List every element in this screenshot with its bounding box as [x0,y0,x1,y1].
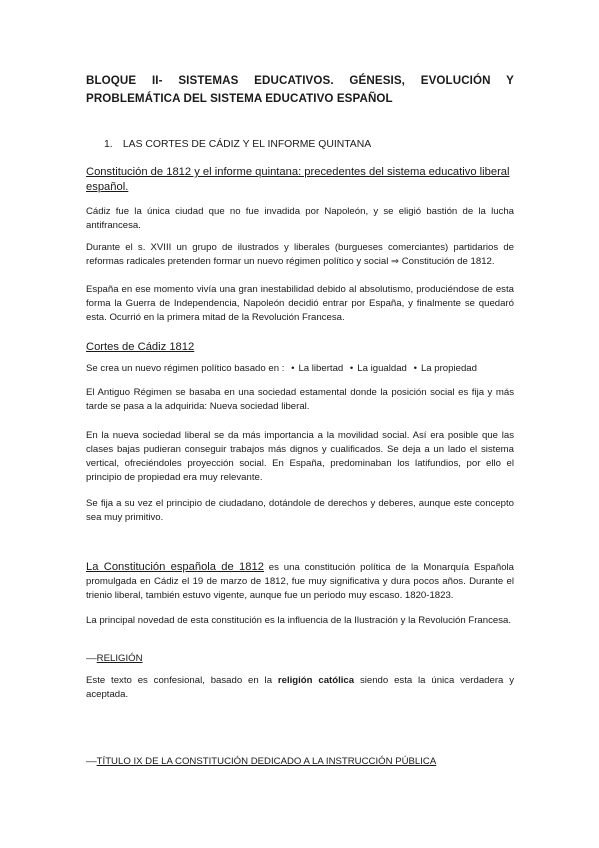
principle-propiedad: La propiedad [420,363,477,374]
heading-religion-line [86,652,514,666]
religion-text-pre: Este texto es confesional, basado en la [86,675,278,686]
heading-titulo-line [86,755,514,769]
paragraph-novedad: La principal novedad de esta constitución es la influencia de la Ilustración y la Revolución Francesa. [86,615,512,626]
paragraph-ciudadano: Se fija a su vez el principio de ciudadano, dotándole de derechos y deberes, aunque este concepto sea muy primitivo. [86,498,514,523]
heading-constitucion: Constitución de 1812 y el informe quintana: precedentes del sistema educativo liberal español. [86,166,510,193]
bullet: • [291,363,295,374]
regimen-intro: Se crea un nuevo régimen político basado en : [86,363,285,374]
bullet: • [413,363,417,374]
paragraph-religion [86,674,514,702]
principle-libertad: La libertad [298,363,344,374]
section-1-heading [104,138,371,152]
paragraph-durante: Durante el s. XVIII un grupo de ilustrados y liberales (burgueses comerciantes) partidarios de reformas radicales pretenden formar un nuevo régimen político y social ⇒ Constitución de 1812. [86,242,514,267]
constitucion-text: es una constitución política de la Monarquía Española promulgada en Cádiz el 19 de marzo de 1812, fue muy significativa y dura pocos años. Durante el trienio liberal, también estuvo vigente, aunque fue un periodo muy escaso. 1820-1823. [86,562,514,601]
paragraph-regimen [86,362,514,376]
heading-titulo-ix: TÍTULO IX DE LA CONSTITUCIÓN DEDICADO A LA INSTRUCCIÓN PÚBLICA [96,756,437,767]
document-title [86,72,514,108]
religion-catolica: religión católica [277,675,355,686]
religion-text-post: siendo esta la única verdadera y aceptada. [86,675,514,700]
paragraph-nueva: En la nueva sociedad liberal se da más importancia a la movilidad social. Así era posible que las clases bajas pudieran conseguir trabajos más dignos y cualificados. Se deja a un lado el sistema vertical, ofreciéndoles proyección social. En España, predominaban los latifundios, por ello el principio de propiedad era muy relevante. [86,430,514,483]
heading-religion: RELIGIÓN [96,653,143,664]
dash: –– [86,756,97,767]
paragraph-constitucion-1812 [86,560,514,603]
heading-constitucion-inline: La Constitución española de 1812 [86,561,264,573]
title-line-2: PROBLEMÁTICA DEL SISTEMA EDUCATIVO ESPAÑOL [86,92,393,105]
principle-igualdad: La igualdad [357,363,407,374]
heading-cortes: Cortes de Cádiz 1812 [86,341,195,353]
dash: –– [86,653,97,664]
section-title: LAS CORTES DE CÁDIZ Y EL INFORME QUINTANA [122,139,372,150]
paragraph-antiguo: El Antiguo Régimen se basaba en una sociedad estamental donde la posición social es fija y más tarde se pasa a la adquirida: Nueva sociedad liberal. [86,387,514,412]
paragraph-cadiz: Cádiz fue la única ciudad que no fue invadida por Napoleón, y se eligió bastión de la lucha antifrancesa. [86,206,514,231]
title-line-1: BLOQUE II- SISTEMAS EDUCATIVOS. GÉNESIS, EVOLUCIÓN Y [86,74,514,87]
section-number: 1. [104,139,113,150]
bullet: • [349,363,354,374]
paragraph-espana: España en ese momento vivía una gran inestabilidad debido al absolutismo, produciéndose de esta forma la Guerra de Independencia, Napoleón decidió entrar por España, y finalmente se quedaró esta. Ocurrió en la primera mitad de la Revolución Francesa. [86,284,514,323]
